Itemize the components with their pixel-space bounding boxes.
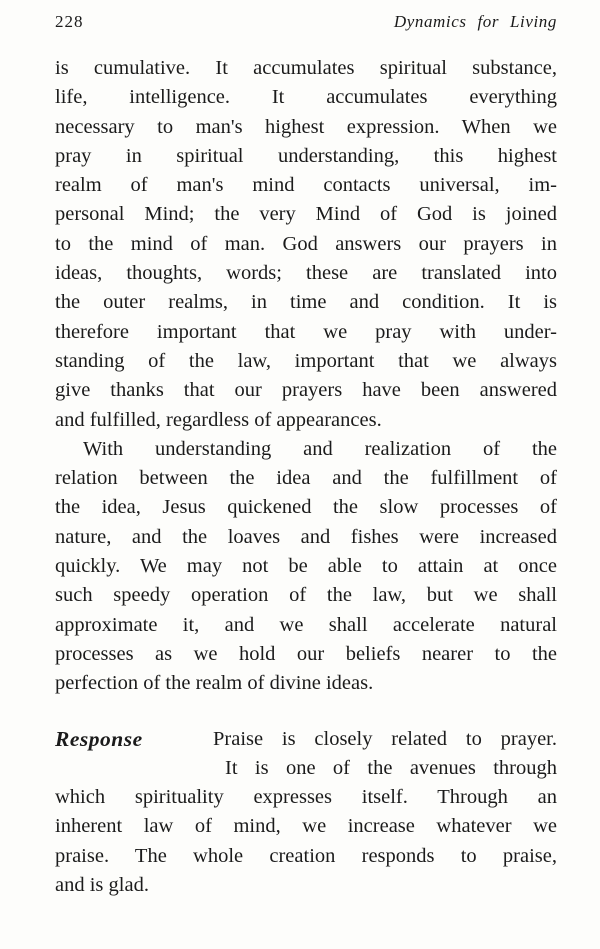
text-line: which spirituality expresses itself. Through an xyxy=(55,786,557,809)
text-line: quickly. We may not be able to attain at once xyxy=(55,555,557,578)
text-line: is cumulative. It accumulates spiritual substance, xyxy=(55,57,557,79)
text-line: pray in spiritual understanding, this highest xyxy=(55,144,557,167)
text-line: give thanks that our prayers have been answered xyxy=(55,379,557,402)
text-line: approximate it, and we shall accelerate natural xyxy=(55,613,557,636)
page-body xyxy=(55,54,557,699)
text-line: relation between the idea and the fulfillment of xyxy=(55,467,557,490)
text-line: life, intelligence. It accumulates everything xyxy=(55,86,557,109)
page-number: 228 xyxy=(55,12,84,31)
text-line: It is one of the avenues through xyxy=(225,756,557,779)
text-line: to the mind of man. God answers our prayers in xyxy=(55,232,557,255)
text-line: Praise is closely related to prayer. xyxy=(213,727,557,750)
running-head xyxy=(55,12,557,32)
response-label: Response xyxy=(55,726,143,751)
text-line: necessary to man's highest expression. When we xyxy=(55,115,557,138)
text-line: praise. The whole creation responds to praise, xyxy=(55,844,557,867)
text-line: the idea, Jesus quickened the slow processes of xyxy=(55,496,557,519)
text-line: personal Mind; the very Mind of God is joined xyxy=(55,203,557,226)
text-line: realm of man's mind contacts universal, im- xyxy=(55,174,557,197)
text-line: inherent law of mind, we increase whatever we xyxy=(55,815,557,838)
paragraph xyxy=(55,754,557,900)
text-line: and fulfilled, regardless of appearances. xyxy=(55,408,382,431)
text-line: such speedy operation of the law, but we shall xyxy=(55,584,557,607)
text-line: perfection of the realm of divine ideas. xyxy=(55,672,374,695)
paragraph xyxy=(55,435,557,699)
running-title: Dynamics for Living xyxy=(393,12,557,31)
text-line: With understanding and realization of the xyxy=(83,437,557,460)
text-line: standing of the law, important that we always xyxy=(55,349,557,372)
text-line: and is glad. xyxy=(55,874,149,897)
text-line: processes as we hold our beliefs nearer to the xyxy=(55,642,557,665)
text-line: therefore important that we pray with under- xyxy=(55,320,557,343)
response-section xyxy=(55,725,557,901)
text-line: ideas, thoughts, words; these are translated into xyxy=(55,262,557,285)
paragraph xyxy=(55,54,557,435)
text-line: nature, and the loaves and fishes were increased xyxy=(55,525,557,548)
text-line: the outer realms, in time and condition. It is xyxy=(55,291,557,314)
